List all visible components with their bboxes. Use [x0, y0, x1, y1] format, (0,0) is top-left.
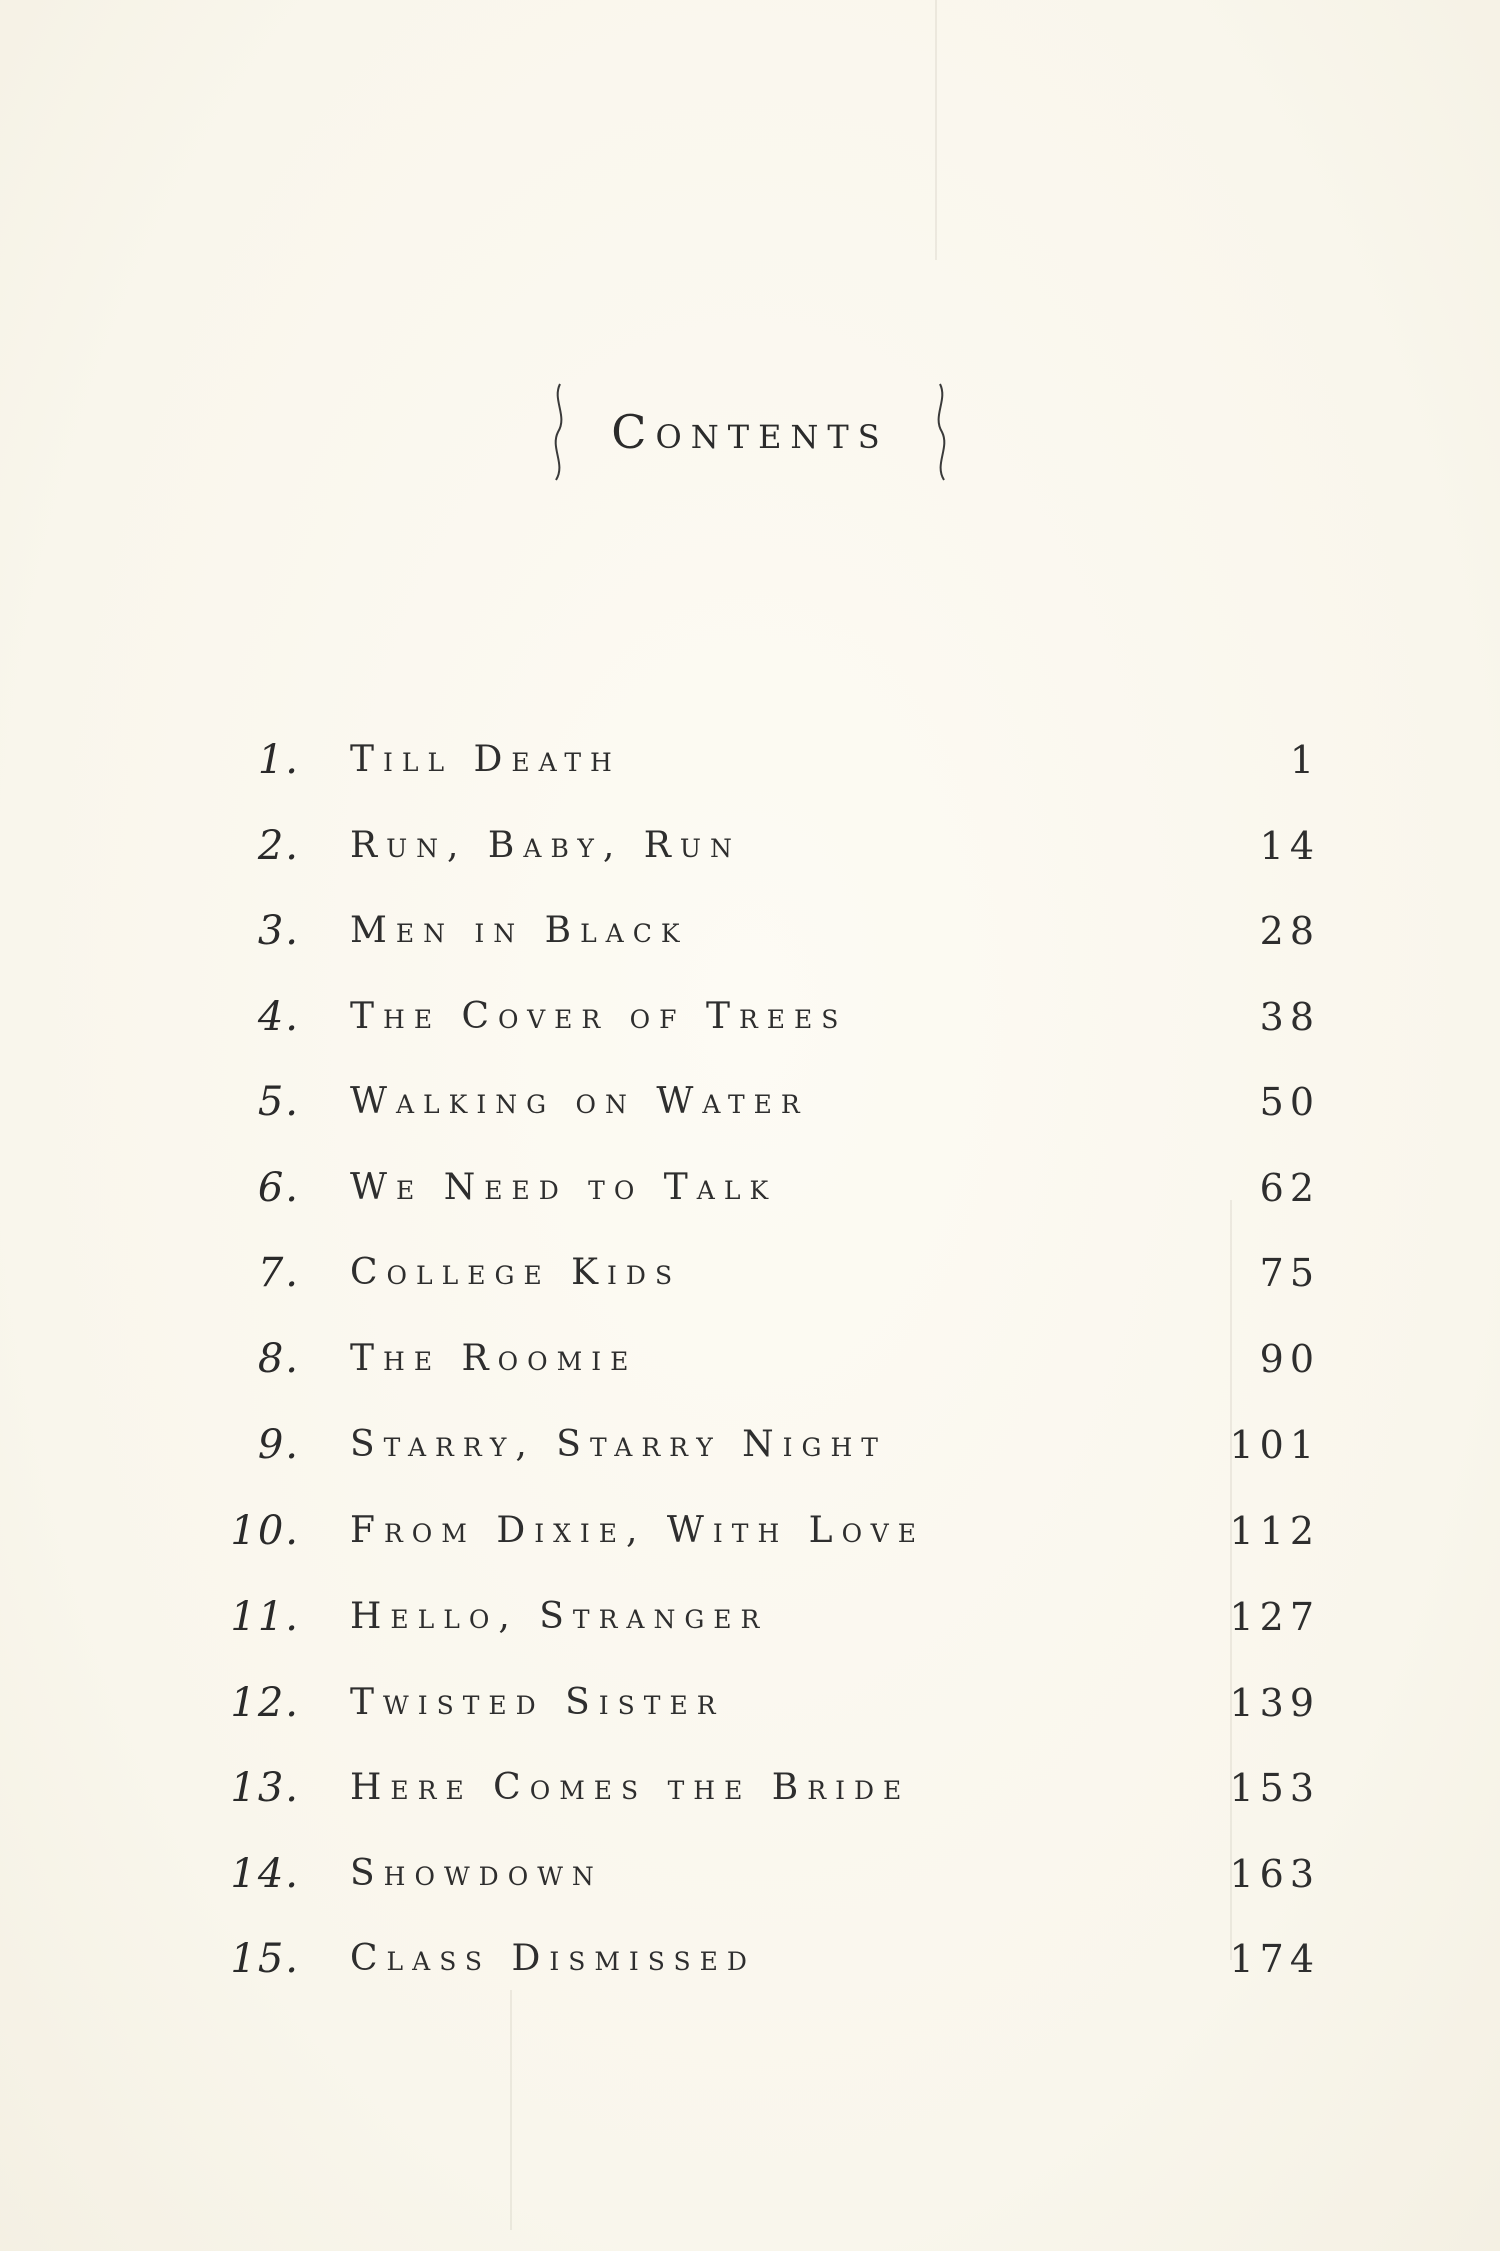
toc-row[interactable] — [0, 1501, 1500, 1561]
chapter-number: 15. — [230, 1936, 300, 1982]
left-ornament-icon — [546, 380, 570, 484]
chapter-number: 6. — [257, 1165, 300, 1211]
chapter-page: 90 — [1259, 1337, 1320, 1381]
toc-row[interactable] — [0, 1673, 1500, 1733]
chapter-title: Hello, Stranger — [350, 1596, 769, 1637]
page-title: Contents — [611, 405, 889, 459]
toc-row[interactable] — [0, 1758, 1500, 1818]
chapter-title: Walking on Water — [350, 1081, 809, 1122]
chapter-title: Showdown — [350, 1853, 603, 1894]
chapter-title: The Roomie — [350, 1338, 638, 1379]
chapter-title: From Dixie, With Love — [350, 1510, 925, 1551]
paper-crease — [510, 1990, 512, 2230]
toc-row[interactable] — [0, 1929, 1500, 1989]
chapter-number: 11. — [230, 1594, 300, 1640]
chapter-number: 10. — [230, 1508, 300, 1554]
chapter-page: 174 — [1229, 1937, 1320, 1981]
chapter-number: 9. — [257, 1422, 300, 1468]
chapter-page: 139 — [1229, 1681, 1320, 1725]
chapter-number: 14. — [230, 1851, 300, 1897]
chapter-number: 12. — [230, 1680, 300, 1726]
toc-row[interactable] — [0, 987, 1500, 1047]
chapter-title: Till Death — [350, 739, 621, 780]
chapter-page: 153 — [1229, 1766, 1320, 1810]
chapter-page: 163 — [1229, 1852, 1320, 1896]
chapter-title: Starry, Starry Night — [350, 1424, 887, 1465]
chapter-title: College Kids — [350, 1252, 682, 1293]
chapter-title: The Cover of Trees — [350, 996, 848, 1037]
chapter-page: 38 — [1259, 995, 1320, 1039]
chapter-title: Men in Black — [350, 910, 689, 951]
toc-row[interactable] — [0, 1587, 1500, 1647]
chapter-page: 1 — [1289, 738, 1320, 782]
toc-row[interactable] — [0, 1243, 1500, 1303]
chapter-page: 28 — [1259, 909, 1320, 953]
toc-row[interactable] — [0, 1844, 1500, 1904]
chapter-page: 14 — [1259, 824, 1320, 868]
chapter-number: 8. — [257, 1336, 300, 1382]
toc-row[interactable] — [0, 901, 1500, 961]
chapter-title: Run, Baby, Run — [350, 825, 741, 866]
chapter-number: 2. — [257, 823, 300, 869]
toc-row[interactable] — [0, 816, 1500, 876]
toc-row[interactable] — [0, 1415, 1500, 1475]
right-ornament-icon — [930, 380, 954, 484]
chapter-title: Here Comes the Bride — [350, 1767, 911, 1808]
chapter-page: 62 — [1259, 1166, 1320, 1210]
toc-row[interactable] — [0, 1072, 1500, 1132]
chapter-number: 1. — [257, 737, 300, 783]
chapter-title: We Need to Talk — [350, 1167, 778, 1208]
toc-row[interactable] — [0, 1158, 1500, 1218]
chapter-title: Class Dismissed — [350, 1938, 756, 1979]
chapter-title: Twisted Sister — [350, 1682, 725, 1723]
chapter-number: 13. — [230, 1765, 300, 1811]
chapter-page: 112 — [1229, 1509, 1320, 1553]
chapter-number: 5. — [257, 1079, 300, 1125]
toc-row[interactable] — [0, 730, 1500, 790]
chapter-page: 101 — [1229, 1423, 1320, 1467]
chapter-page: 127 — [1229, 1595, 1320, 1639]
chapter-page: 50 — [1259, 1080, 1320, 1124]
toc-row[interactable] — [0, 1329, 1500, 1389]
chapter-number: 7. — [257, 1250, 300, 1296]
chapter-page: 75 — [1259, 1251, 1320, 1295]
paper-crease — [935, 0, 937, 260]
chapter-number: 4. — [257, 994, 300, 1040]
chapter-number: 3. — [257, 908, 300, 954]
contents-heading — [0, 380, 1500, 484]
